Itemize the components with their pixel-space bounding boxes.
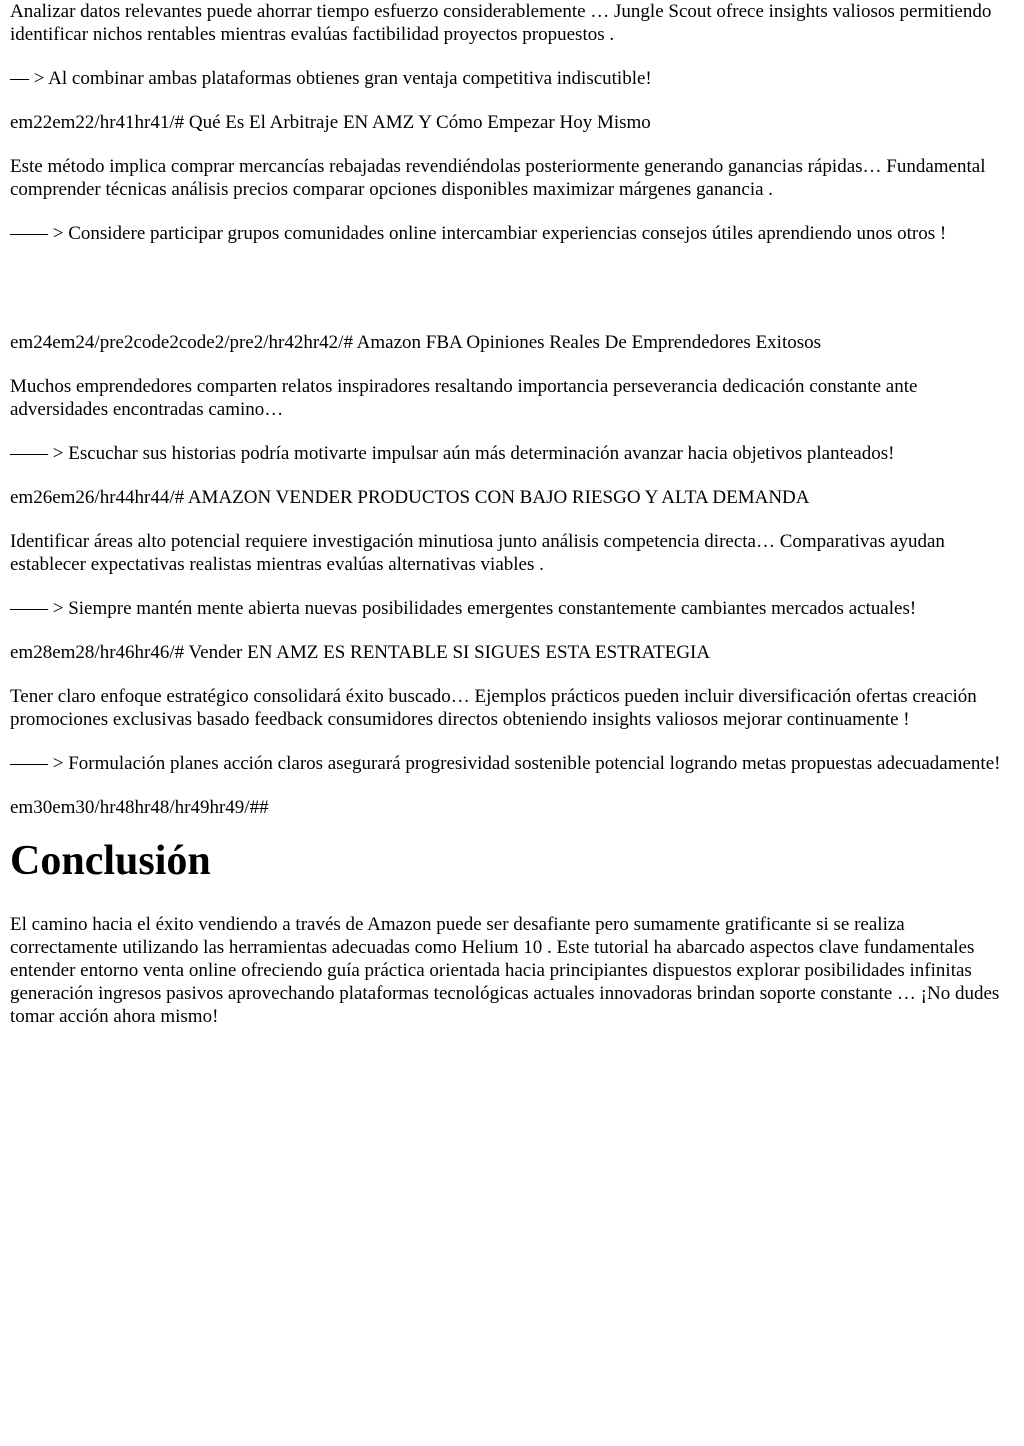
paragraph-identify-areas: Identificar áreas alto potencial requiere investigación minutiosa junto análisis competencia directa… Comparativas ayudan establecer expectativas realistas mientras evalúas alternativas viables . bbox=[10, 531, 945, 575]
section-heading-bajo-riesgo: em26em26/hr44hr44/# AMAZON VENDER PRODUCTOS CON BAJO RIESGO Y ALTA DEMANDA bbox=[10, 487, 810, 508]
paragraph-strategy: Tener claro enfoque estratégico consolidará éxito buscado… Ejemplos prácticos pueden incluir diversificación ofertas creación promociones exclusivas basado feedback consumidores directos obteniendo insights valiosos mejorar continuamente ! bbox=[10, 686, 977, 730]
paragraph-action-plans-tip: —— > Formulación planes acción claros asegurará progresividad sostenible potencial logrando metas propuestas adecuadamente! bbox=[10, 753, 1001, 774]
section-heading-fba-opiniones: em24em24/pre2code2code2/pre2/hr42hr42/# Amazon FBA Opiniones Reales De Emprendedores Exitosos bbox=[10, 332, 822, 353]
conclusion-heading: Conclusión bbox=[10, 838, 211, 884]
section-heading-rentable: em28em28/hr46hr46/# Vender EN AMZ ES RENTABLE SI SIGUES ESTA ESTRATEGIA bbox=[10, 642, 711, 663]
paragraph-conclusion: El camino hacia el éxito vendiendo a través de Amazon puede ser desafiante pero sumamente gratificante si se realiza correctamente utilizando las herramientas adecuadas como Helium 10 . Este tutorial ha abarcado aspectos clave fundamentales entender entorno venta online ofreciendo guía práctica orientada hacia principiantes dispuestos explorar posibilidades infinitas generación ingresos pasivos aprovechando plataformas tecnológicas actuales innovadoras brindan soporte constante … ¡No dudes tomar acción ahora mismo! bbox=[10, 914, 1000, 1027]
paragraph-stories-tip: —— > Escuchar sus historias podría motivarte impulsar aún más determinación avanzar hacia objetivos planteados! bbox=[10, 443, 895, 464]
paragraph-communities-tip: —— > Considere participar grupos comunidades online intercambiar experiencias consejos útiles aprendiendo unos otros ! bbox=[10, 223, 947, 244]
paragraph-open-mind-tip: —— > Siempre mantén mente abierta nuevas posibilidades emergentes constantemente cambiantes mercados actuales! bbox=[10, 598, 917, 619]
paragraph-combine-platforms: — > Al combinar ambas plataformas obtienes gran ventaja competitiva indiscutible! bbox=[10, 68, 652, 89]
paragraph-entrepreneurs: Muchos emprendedores comparten relatos inspiradores resaltando importancia perseverancia dedicación constante ante adversidades encontradas camino… bbox=[10, 376, 918, 420]
section-heading-arbitraje: em22em22/hr41hr41/# Qué Es El Arbitraje EN AMZ Y Cómo Empezar Hoy Mismo bbox=[10, 112, 651, 133]
paragraph-arbitraje-method: Este método implica comprar mercancías rebajadas revendiéndolas posteriormente generando ganancias rápidas… Fundamental comprender técnicas análisis precios comparar opciones disponibles maximizar márgenes ganancia . bbox=[10, 156, 986, 200]
section-heading-markup-residue: em30em30/hr48hr48/hr49hr49/## bbox=[10, 797, 269, 818]
paragraph-jungle-scout: Analizar datos relevantes puede ahorrar tiempo esfuerzo considerablemente … Jungle Scout ofrece insights valiosos permitiendo identificar nichos rentables mientras evalúas factibilidad proyectos propuestos . bbox=[10, 1, 992, 45]
